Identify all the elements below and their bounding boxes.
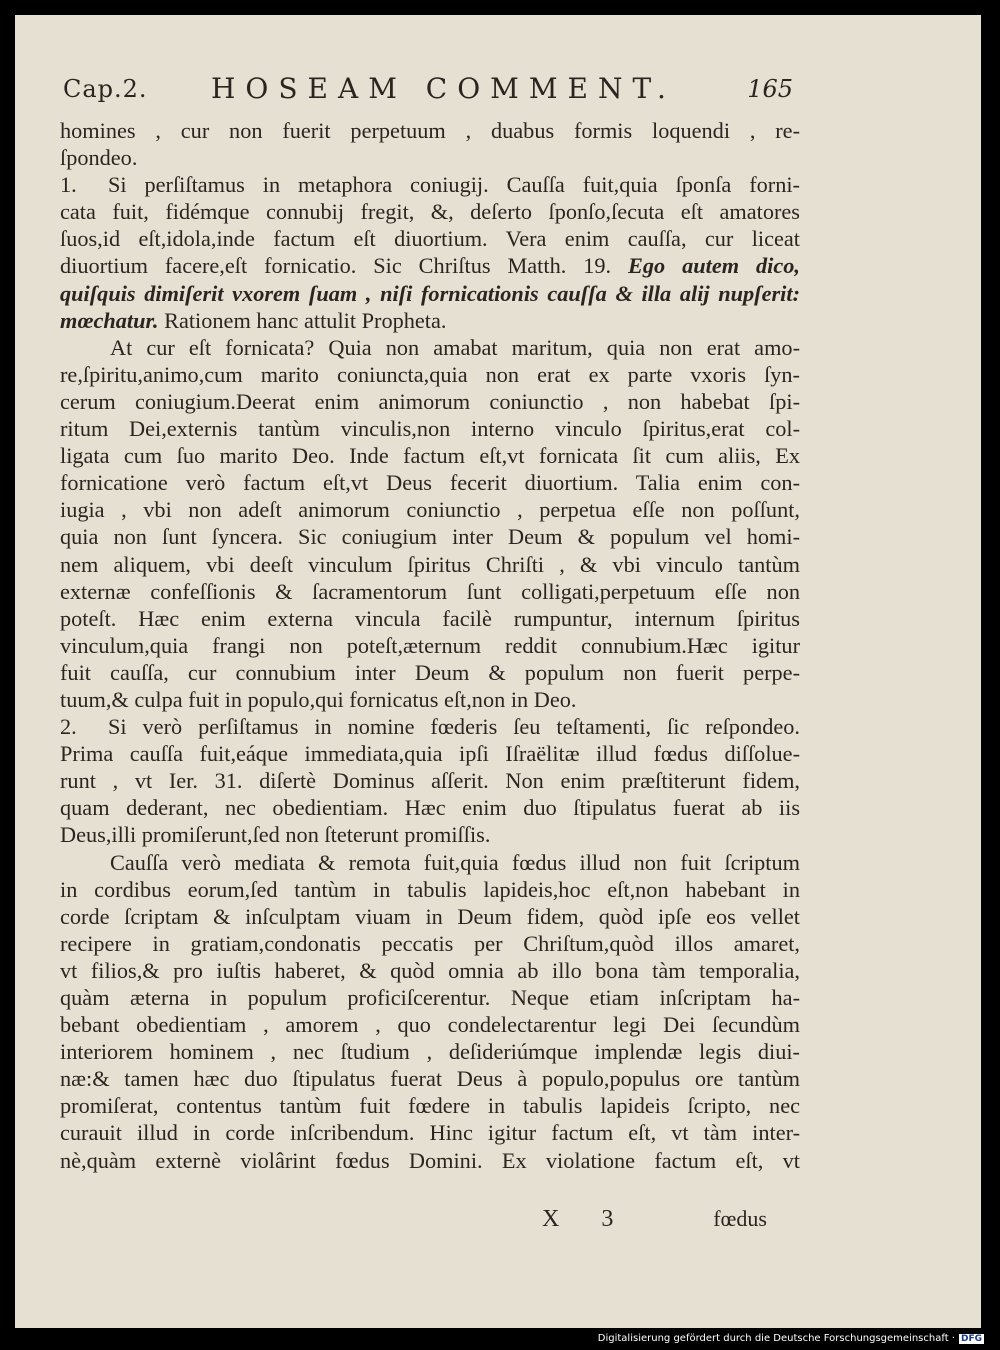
text-line-content: Si perſiſtamus in metaphora coniugij. Cauſſa fuit,quia ſponſa forni-: [108, 172, 800, 198]
text-line-content: diuortium facere,eſt fornicatio. Sic Chriſtus Matth. 19.: [60, 253, 612, 279]
text-line: interiorem hominem , nec ſtudium , deſideriúmque implendæ legis diui-: [60, 1039, 800, 1065]
footer-text: Digitalisierung gefördert durch die Deutsche Forschungsgemeinschaft ·: [597, 1333, 955, 1344]
text-line: in cordibus eorum,ſed tantùm in tabulis lapideis,hoc eſt,non habebant in: [60, 876, 800, 902]
text-line: promiſerat, contentus tantùm fuit fœdere in tabulis lapideis ſcripto, nec: [60, 1093, 800, 1119]
text-line: cata fuit, fidémque connubij fregit, &, deſerto ſponſo,ſecuta eſt amatores: [60, 199, 800, 225]
text-line: vinculum,quia frangi non poteſt,æternum reddit connubium.Hæc igitur: [60, 632, 800, 658]
text-line: quam dederant, nec obedientiam. Hæc enim duo ſtipulatus fuerat ab iis: [60, 795, 800, 821]
dfg-logo: DFG: [960, 1334, 982, 1344]
text-line: vt filios,& pro iuſtis haberet, & quòd omnia ab illo bona tàm temporalia,: [60, 957, 800, 983]
text-line: ritum Dei,externis tantùm vinculis,non interno vinculo ſpiritus,erat col-: [60, 416, 800, 442]
text-line-content: Rationem hanc attulit Propheta.: [164, 307, 447, 333]
text-line: At cur eſt fornicata? Quia non amabat maritum, quia non erat amo-: [110, 334, 800, 360]
text-line-content: Si verò perſiſtamus in nomine fœderis ſeu teſtamenti, ſic reſpondeo.: [108, 714, 800, 740]
italic-quote: Ego autem dico,: [628, 253, 800, 279]
funding-footer: [598, 1333, 984, 1344]
catchword: fœdus: [713, 1206, 767, 1231]
text-line: externæ confeſſionis & ſacramentorum ſunt colligati,perpetuum eſſe non: [60, 578, 800, 604]
text-line: fuit cauſſa, cur connubium inter Deum & populum non fuerit perpe-: [60, 659, 800, 685]
italic-quote: mœchatur.: [60, 307, 159, 333]
text-line: næ:& tamen hæc duo ſtipulatus fuerat Deus à populo,populus ore tantùm: [60, 1066, 800, 1092]
italic-quote: quiſquis dimiſerit vxorem ſuam , niſi fornicationis cauſſa & illa alij nupſerit:: [60, 280, 800, 306]
text-line: [60, 713, 800, 740]
text-line: Cauſſa verò mediata & remota fuit,quia fœdus illud non fuit ſcriptum: [110, 849, 800, 875]
item-number: 2.: [60, 714, 77, 740]
page-number: 165: [747, 75, 793, 103]
text-line: nem aliquem, vbi deeſt vinculum ſpiritus Chriſti , & vbi vinculo tantùm: [60, 551, 800, 577]
text-line: Prima cauſſa fuit,eáque immediata,quia ipſi Iſraëlitæ illud fœdus diſſolue-: [60, 741, 800, 767]
text-line: curauit illud in corde inſcribendum. Hinc igitur factum eſt, vt tàm inter-: [60, 1120, 800, 1146]
text-line: homines , cur non fuerit perpetuum , duabus formis loquendi , re-: [60, 118, 800, 143]
chapter-label: Cap.2.: [63, 75, 148, 103]
text-line: [60, 171, 800, 198]
text-line: recipere in gratiam,condonatis peccatis per Chriſtum,quòd illos amaret,: [60, 930, 800, 956]
text-line: Deus,illi promiſerunt,ſed non ſteterunt promiſſis.: [60, 822, 491, 848]
text-line: [60, 252, 800, 279]
text-line: nè,quàm externè violârint fœdus Domini. Ex violatione factum eſt, vt: [60, 1147, 800, 1173]
text-line: re,ſpiritu,animo,cum marito coniuncta,quia non erat ex parte vxoris ſyn-: [60, 361, 800, 387]
text-line: cerum coniugium.Deerat enim animorum coniunctio , non habebat ſpi-: [60, 388, 800, 414]
text-line: tuum,& culpa fuit in populo,qui fornicatus eſt,non in Deo.: [60, 686, 577, 712]
text-line: ſuos,id eſt,idola,inde factum eſt diuortium. Vera enim cauſſa, cur liceat: [60, 226, 800, 252]
text-line: quàm æterna in populum proficiſcerentur. Neque etiam inſcriptam ha-: [60, 985, 800, 1010]
text-line: ligata cum ſuo marito Deo. Inde factum eſt,vt fornicata ſit cum aliis, Ex: [60, 443, 800, 469]
body-text: [60, 117, 800, 1174]
text-line: iugia , vbi non adeſt animorum coniunctio , perpetua eſſe non poſſunt,: [60, 497, 800, 523]
item-number: 1.: [60, 172, 77, 198]
signature-mark: X 3: [542, 1206, 632, 1232]
running-header: [63, 72, 793, 115]
text-line: fornicatione verò factum eſt,vt Deus fecerit diuortium. Talia enim con-: [60, 470, 800, 496]
text-line: poteſt. Hæc enim externa vincula facilè rumpuntur, internum ſpiritus: [60, 605, 800, 631]
text-line: runt , vt Ier. 31. diſertè Dominus aſſerit. Non enim præſtiterunt fidem,: [60, 768, 800, 794]
running-title: HOSEAM COMMENT.: [211, 72, 676, 105]
text-line: [60, 307, 800, 334]
book-page: [15, 15, 981, 1328]
text-line: ſpondeo.: [60, 145, 138, 171]
text-line: quia non ſunt ſyncera. Sic coniugium inter Deum & populum vel homi-: [60, 524, 800, 550]
text-line: bebant obedientiam , amorem , quo condelectarentur legi Dei ſecundùm: [60, 1012, 800, 1038]
text-line: corde ſcriptam & inſculptam viuam in Deum fidem, quòd ipſe eos vellet: [60, 903, 800, 929]
